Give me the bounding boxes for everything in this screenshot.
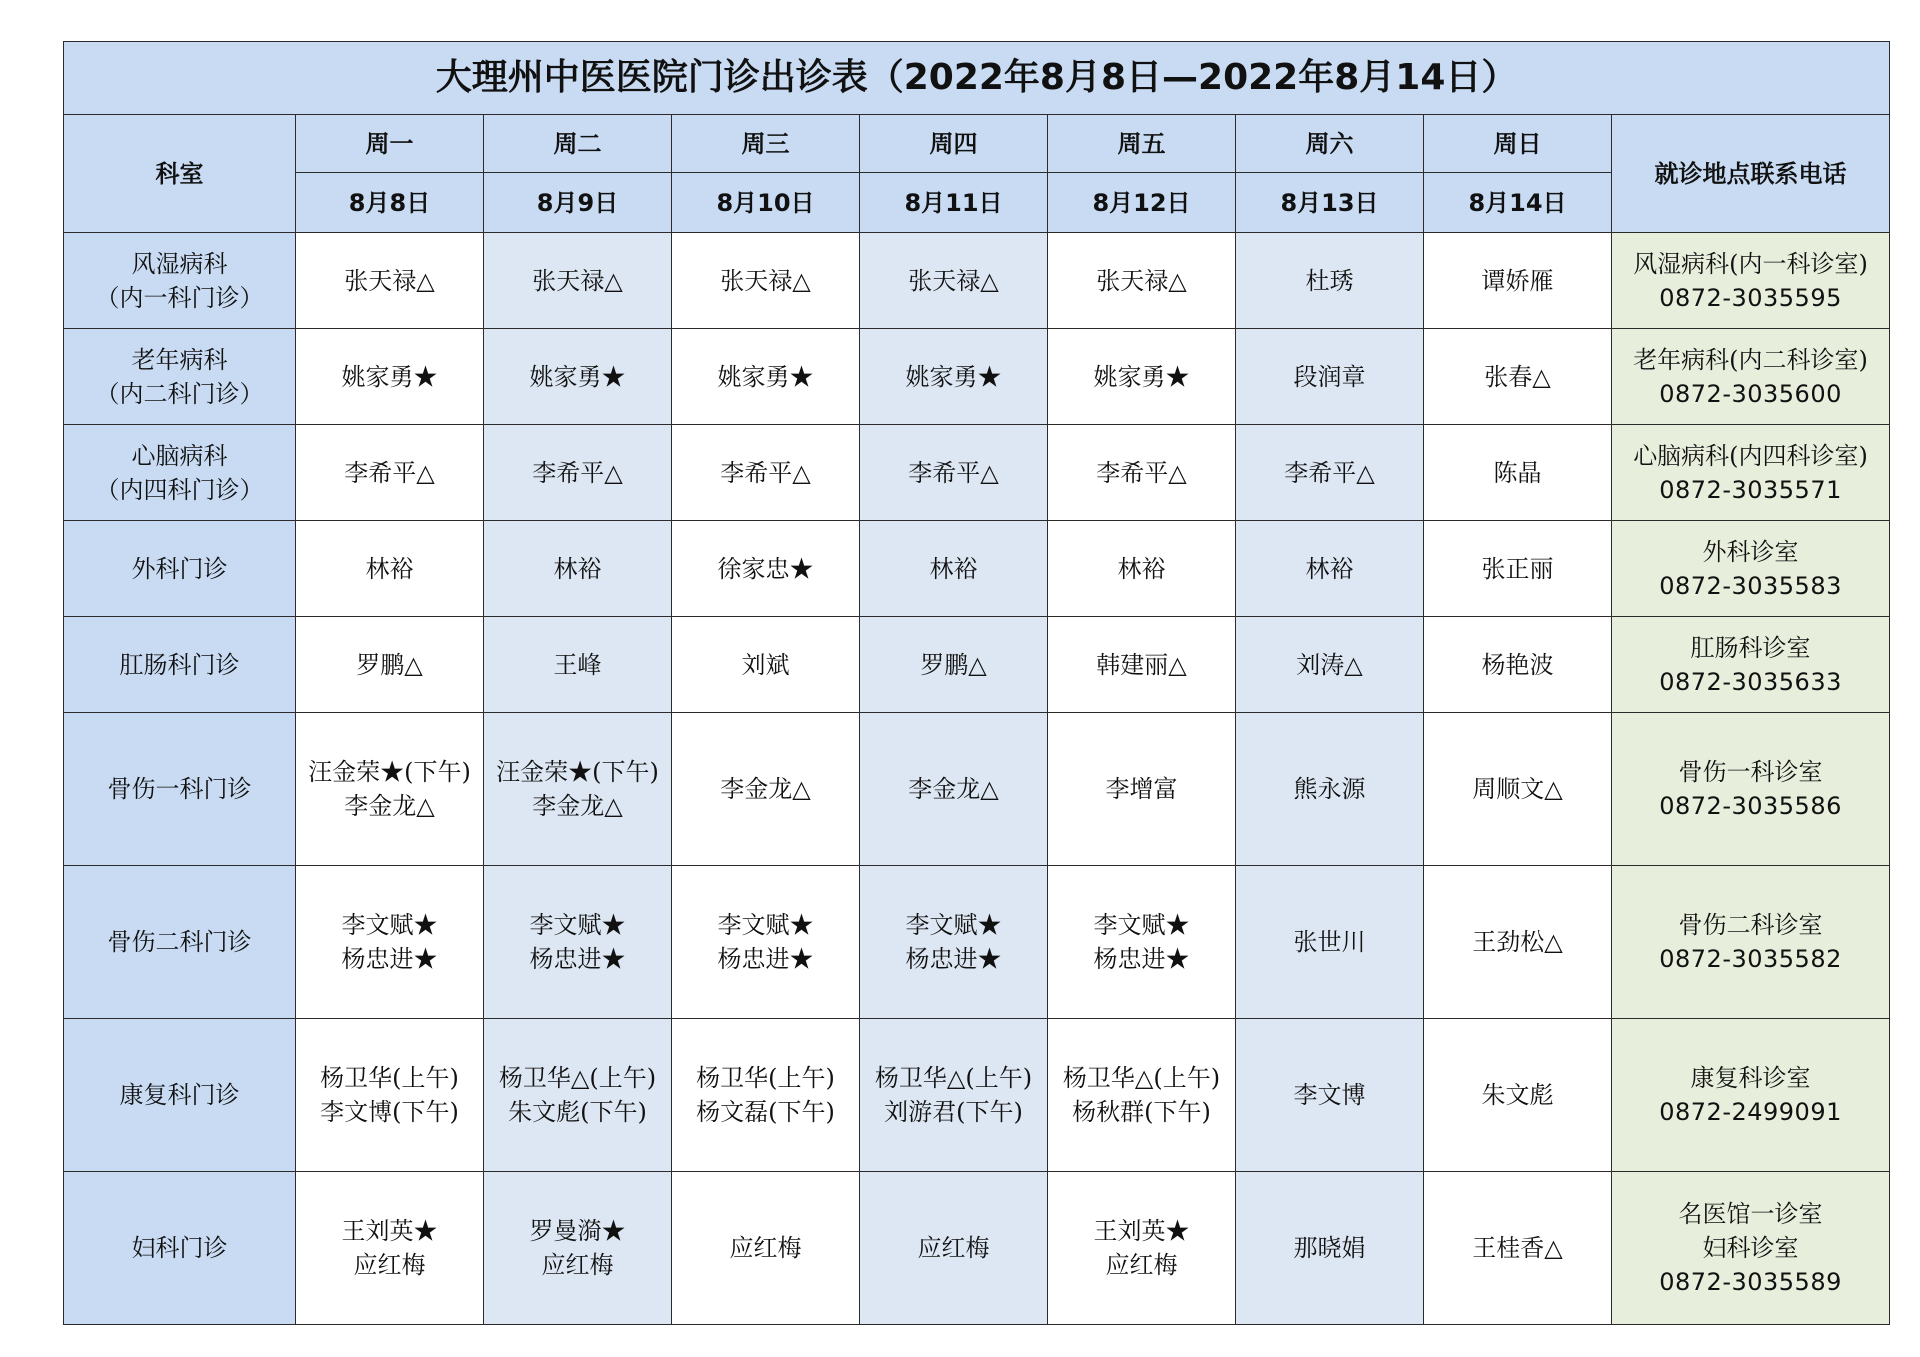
weekday-header: 周二 <box>484 115 672 173</box>
date-header: 8月13日 <box>1236 173 1424 233</box>
doctor-name: 刘斌 <box>741 650 790 679</box>
doctor-name: 刘游君(下午) <box>884 1098 1023 1126</box>
doctor-cell <box>484 1019 672 1172</box>
doctor-name: 李文赋★ <box>1093 911 1190 939</box>
doctor-cell <box>1048 329 1236 425</box>
doctor-name: 李希平△ <box>1096 458 1187 487</box>
doctor-name: 张世川 <box>1293 928 1366 956</box>
doctor-name: 应红梅 <box>541 1251 614 1279</box>
weekday-header: 周三 <box>672 115 860 173</box>
dept-cell <box>64 617 296 713</box>
doctor-name: 杨卫华(上午) <box>320 1064 459 1092</box>
contact-location: 老年病科(内二科诊室) <box>1633 345 1868 374</box>
weekday-header: 周一 <box>296 115 484 173</box>
contact-phone: 0872-3035600 <box>1659 379 1842 408</box>
doctor-name: 应红梅 <box>729 1234 802 1262</box>
doctor-cell <box>860 425 1048 521</box>
doctor-name: 李金龙△ <box>908 775 999 803</box>
doctor-cell <box>860 713 1048 866</box>
dept-name: 康复科门诊 <box>119 1081 240 1109</box>
dept-name: 风湿病科 <box>131 249 228 278</box>
doctor-name: 杨卫华△(上午) <box>1062 1064 1221 1092</box>
contact-cell <box>1612 425 1890 521</box>
contact-location: 康复科诊室 <box>1690 1064 1811 1092</box>
dept-name: 妇科门诊 <box>131 1234 228 1262</box>
doctor-name: 杨忠进★ <box>1093 945 1190 973</box>
table-row <box>64 1019 1890 1172</box>
table-row <box>64 521 1890 617</box>
doctor-name: 李金龙△ <box>532 792 623 820</box>
doctor-cell <box>672 233 860 329</box>
contact-phone: 0872-3035633 <box>1659 667 1842 696</box>
doctor-cell <box>1048 233 1236 329</box>
doctor-name: 林裕 <box>553 554 602 583</box>
doctor-cell <box>860 521 1048 617</box>
doctor-name: 杨忠进★ <box>341 945 438 973</box>
doctor-cell <box>860 866 1048 1019</box>
dept-name: 骨伤一科门诊 <box>107 775 252 803</box>
date-header: 8月10日 <box>672 173 860 233</box>
doctor-cell <box>296 866 484 1019</box>
schedule-table <box>63 41 1890 1325</box>
doctor-name: 林裕 <box>1117 554 1166 583</box>
doctor-name: 杨卫华(上午) <box>696 1064 835 1092</box>
doctor-name: 林裕 <box>929 554 978 583</box>
dept-cell <box>64 713 296 866</box>
doctor-cell <box>296 1172 484 1325</box>
doctor-name: 应红梅 <box>917 1234 990 1262</box>
contact-phone: 0872-3035589 <box>1659 1268 1842 1296</box>
weekday-header: 周日 <box>1424 115 1612 173</box>
schedule-sheet <box>63 41 1889 1325</box>
dept-name: （内一科门诊） <box>95 283 264 312</box>
dept-cell <box>64 1172 296 1325</box>
table-row <box>64 1172 1890 1325</box>
doctor-cell <box>296 521 484 617</box>
doctor-name: 周顺文△ <box>1472 775 1563 803</box>
doctor-name: 李增富 <box>1105 775 1178 803</box>
dept-header: 科室 <box>64 115 296 233</box>
doctor-name: 朱文彪(下午) <box>508 1098 647 1126</box>
doctor-cell <box>1048 1172 1236 1325</box>
doctor-cell <box>1236 233 1424 329</box>
weekday-header: 周五 <box>1048 115 1236 173</box>
doctor-name: 姚家勇★ <box>341 362 438 391</box>
doctor-name: 李文博 <box>1293 1081 1366 1109</box>
doctor-name: 林裕 <box>1305 554 1354 583</box>
doctor-cell <box>1424 233 1612 329</box>
contact-location: 肛肠科诊室 <box>1690 633 1811 662</box>
doctor-cell <box>484 713 672 866</box>
contact-phone: 0872-3035583 <box>1659 571 1842 600</box>
weekday-header: 周六 <box>1236 115 1424 173</box>
contact-cell <box>1612 866 1890 1019</box>
doctor-cell <box>1048 617 1236 713</box>
doctor-cell <box>672 329 860 425</box>
doctor-cell <box>484 1172 672 1325</box>
doctor-name: 李金龙△ <box>720 775 811 803</box>
doctor-cell <box>1236 1172 1424 1325</box>
doctor-name: 谭娇雁 <box>1481 266 1554 295</box>
doctor-cell <box>672 866 860 1019</box>
doctor-cell <box>484 617 672 713</box>
date-header: 8月14日 <box>1424 173 1612 233</box>
doctor-cell <box>1236 866 1424 1019</box>
doctor-cell <box>1048 1019 1236 1172</box>
doctor-cell <box>484 233 672 329</box>
doctor-cell <box>860 1019 1048 1172</box>
contact-location: 心脑病科(内四科诊室) <box>1633 441 1868 470</box>
dept-name: 外科门诊 <box>131 554 228 583</box>
doctor-name: 李金龙△ <box>344 792 435 820</box>
doctor-cell <box>672 713 860 866</box>
doctor-cell <box>1424 425 1612 521</box>
doctor-cell <box>1424 866 1612 1019</box>
doctor-cell <box>1236 521 1424 617</box>
doctor-name: 姚家勇★ <box>529 362 626 391</box>
table-row <box>64 713 1890 866</box>
contact-phone: 0872-3035582 <box>1659 945 1842 973</box>
doctor-name: 李希平△ <box>1284 458 1375 487</box>
doctor-cell <box>672 521 860 617</box>
doctor-cell <box>1236 425 1424 521</box>
contact-location: 名医馆一诊室 <box>1678 1200 1823 1228</box>
dept-cell <box>64 329 296 425</box>
table-row <box>64 233 1890 329</box>
doctor-cell <box>296 329 484 425</box>
doctor-name: 那晓娟 <box>1293 1234 1366 1262</box>
doctor-name: 熊永源 <box>1293 775 1366 803</box>
doctor-cell <box>672 425 860 521</box>
doctor-name: 汪金荣★(下午) <box>496 758 659 786</box>
contact-phone: 0872-3035595 <box>1659 283 1842 312</box>
contact-location: 妇科诊室 <box>1702 1234 1799 1262</box>
date-header: 8月8日 <box>296 173 484 233</box>
contact-cell <box>1612 1172 1890 1325</box>
doctor-name: 李希平△ <box>908 458 999 487</box>
doctor-name: 应红梅 <box>1105 1251 1178 1279</box>
doctor-cell <box>1048 425 1236 521</box>
contact-location: 风湿病科(内一科诊室) <box>1633 249 1868 278</box>
contact-cell <box>1612 521 1890 617</box>
doctor-name: 王劲松△ <box>1472 928 1563 956</box>
doctor-name: 李文赋★ <box>717 911 814 939</box>
contact-phone: 0872-2499091 <box>1659 1098 1842 1126</box>
doctor-name: 张天禄△ <box>532 266 623 295</box>
date-header: 8月12日 <box>1048 173 1236 233</box>
dept-name: 老年病科 <box>131 345 228 374</box>
doctor-name: 李文赋★ <box>341 911 438 939</box>
doctor-cell <box>860 1172 1048 1325</box>
doctor-cell <box>1424 713 1612 866</box>
doctor-cell <box>1236 713 1424 866</box>
doctor-cell <box>296 713 484 866</box>
dept-cell <box>64 425 296 521</box>
schedule-body <box>64 233 1890 1325</box>
weekday-header: 周四 <box>860 115 1048 173</box>
doctor-name: 韩建丽△ <box>1096 650 1187 679</box>
doctor-name: 杨艳波 <box>1481 650 1554 679</box>
contact-cell <box>1612 329 1890 425</box>
dept-cell <box>64 866 296 1019</box>
doctor-cell <box>1048 521 1236 617</box>
doctor-name: 杨秋群(下午) <box>1072 1098 1211 1126</box>
dept-name: （内四科门诊） <box>95 475 264 504</box>
doctor-name: 杨文磊(下午) <box>696 1098 835 1126</box>
doctor-name: 姚家勇★ <box>905 362 1002 391</box>
doctor-name: 杨卫华△(上午) <box>498 1064 657 1092</box>
dept-cell <box>64 1019 296 1172</box>
contact-phone: 0872-3035571 <box>1659 475 1842 504</box>
doctor-name: 姚家勇★ <box>717 362 814 391</box>
doctor-name: 杨忠进★ <box>717 945 814 973</box>
doctor-name: 王刘英★ <box>1093 1217 1190 1245</box>
doctor-name: 杜琇 <box>1305 266 1354 295</box>
doctor-name: 张天禄△ <box>908 266 999 295</box>
doctor-cell <box>672 1172 860 1325</box>
table-row <box>64 425 1890 521</box>
doctor-name: 王桂香△ <box>1472 1234 1563 1262</box>
doctor-cell <box>1424 1172 1612 1325</box>
doctor-cell <box>1424 617 1612 713</box>
doctor-name: 罗鹏△ <box>356 650 423 679</box>
doctor-cell <box>296 233 484 329</box>
doctor-cell <box>296 617 484 713</box>
doctor-cell <box>1236 617 1424 713</box>
doctor-cell <box>1048 713 1236 866</box>
doctor-name: 王刘英★ <box>341 1217 438 1245</box>
doctor-cell <box>1236 329 1424 425</box>
dept-name: 骨伤二科门诊 <box>107 928 252 956</box>
doctor-cell <box>860 233 1048 329</box>
doctor-name: 李希平△ <box>344 458 435 487</box>
table-row <box>64 866 1890 1019</box>
doctor-cell <box>296 425 484 521</box>
doctor-cell <box>1236 1019 1424 1172</box>
doctor-name: 张正丽 <box>1481 554 1554 583</box>
table-row <box>64 329 1890 425</box>
doctor-cell <box>860 329 1048 425</box>
contact-header: 就诊地点联系电话 <box>1612 115 1890 233</box>
doctor-cell <box>484 521 672 617</box>
doctor-name: 汪金荣★(下午) <box>308 758 471 786</box>
doctor-name: 林裕 <box>365 554 414 583</box>
doctor-name: 段润章 <box>1293 362 1366 391</box>
date-header: 8月9日 <box>484 173 672 233</box>
doctor-name: 姚家勇★ <box>1093 362 1190 391</box>
contact-location: 外科诊室 <box>1702 537 1799 566</box>
doctor-name: 张春△ <box>1484 362 1551 391</box>
doctor-cell <box>672 617 860 713</box>
doctor-name: 朱文彪 <box>1481 1081 1554 1109</box>
doctor-cell <box>1424 1019 1612 1172</box>
dept-name: 肛肠科门诊 <box>119 650 240 679</box>
date-header: 8月11日 <box>860 173 1048 233</box>
contact-cell <box>1612 617 1890 713</box>
contact-location: 骨伤一科诊室 <box>1678 758 1823 786</box>
doctor-name: 李文赋★ <box>529 911 626 939</box>
doctor-name: 张天禄△ <box>344 266 435 295</box>
doctor-name: 杨卫华△(上午) <box>874 1064 1033 1092</box>
doctor-name: 张天禄△ <box>1096 266 1187 295</box>
table-row <box>64 617 1890 713</box>
doctor-name: 王峰 <box>553 650 602 679</box>
contact-cell <box>1612 1019 1890 1172</box>
doctor-name: 杨忠进★ <box>905 945 1002 973</box>
doctor-cell <box>1424 329 1612 425</box>
doctor-cell <box>484 866 672 1019</box>
contact-cell <box>1612 233 1890 329</box>
dept-cell <box>64 233 296 329</box>
doctor-name: 李文赋★ <box>905 911 1002 939</box>
doctor-name: 徐家忠★ <box>717 554 814 583</box>
doctor-cell <box>672 1019 860 1172</box>
doctor-name: 李希平△ <box>720 458 811 487</box>
doctor-cell <box>484 425 672 521</box>
dept-cell <box>64 521 296 617</box>
doctor-name: 李希平△ <box>532 458 623 487</box>
doctor-cell <box>484 329 672 425</box>
doctor-name: 应红梅 <box>353 1251 426 1279</box>
doctor-name: 刘涛△ <box>1296 650 1363 679</box>
doctor-name: 杨忠进★ <box>529 945 626 973</box>
contact-phone: 0872-3035586 <box>1659 792 1842 820</box>
doctor-cell <box>1048 866 1236 1019</box>
doctor-cell <box>296 1019 484 1172</box>
dept-name: 心脑病科 <box>131 441 228 470</box>
doctor-cell <box>860 617 1048 713</box>
dept-name: （内二科门诊） <box>95 379 264 408</box>
doctor-name: 张天禄△ <box>720 266 811 295</box>
doctor-cell <box>1424 521 1612 617</box>
page-title: 大理州中医医院门诊出诊表（2022年8月8日—2022年8月14日） <box>64 42 1890 115</box>
contact-location: 骨伤二科诊室 <box>1678 911 1823 939</box>
doctor-name: 陈晶 <box>1493 458 1542 487</box>
doctor-name: 李文博(下午) <box>320 1098 459 1126</box>
doctor-name: 罗曼漪★ <box>529 1217 626 1245</box>
doctor-name: 罗鹏△ <box>920 650 987 679</box>
contact-cell <box>1612 713 1890 866</box>
